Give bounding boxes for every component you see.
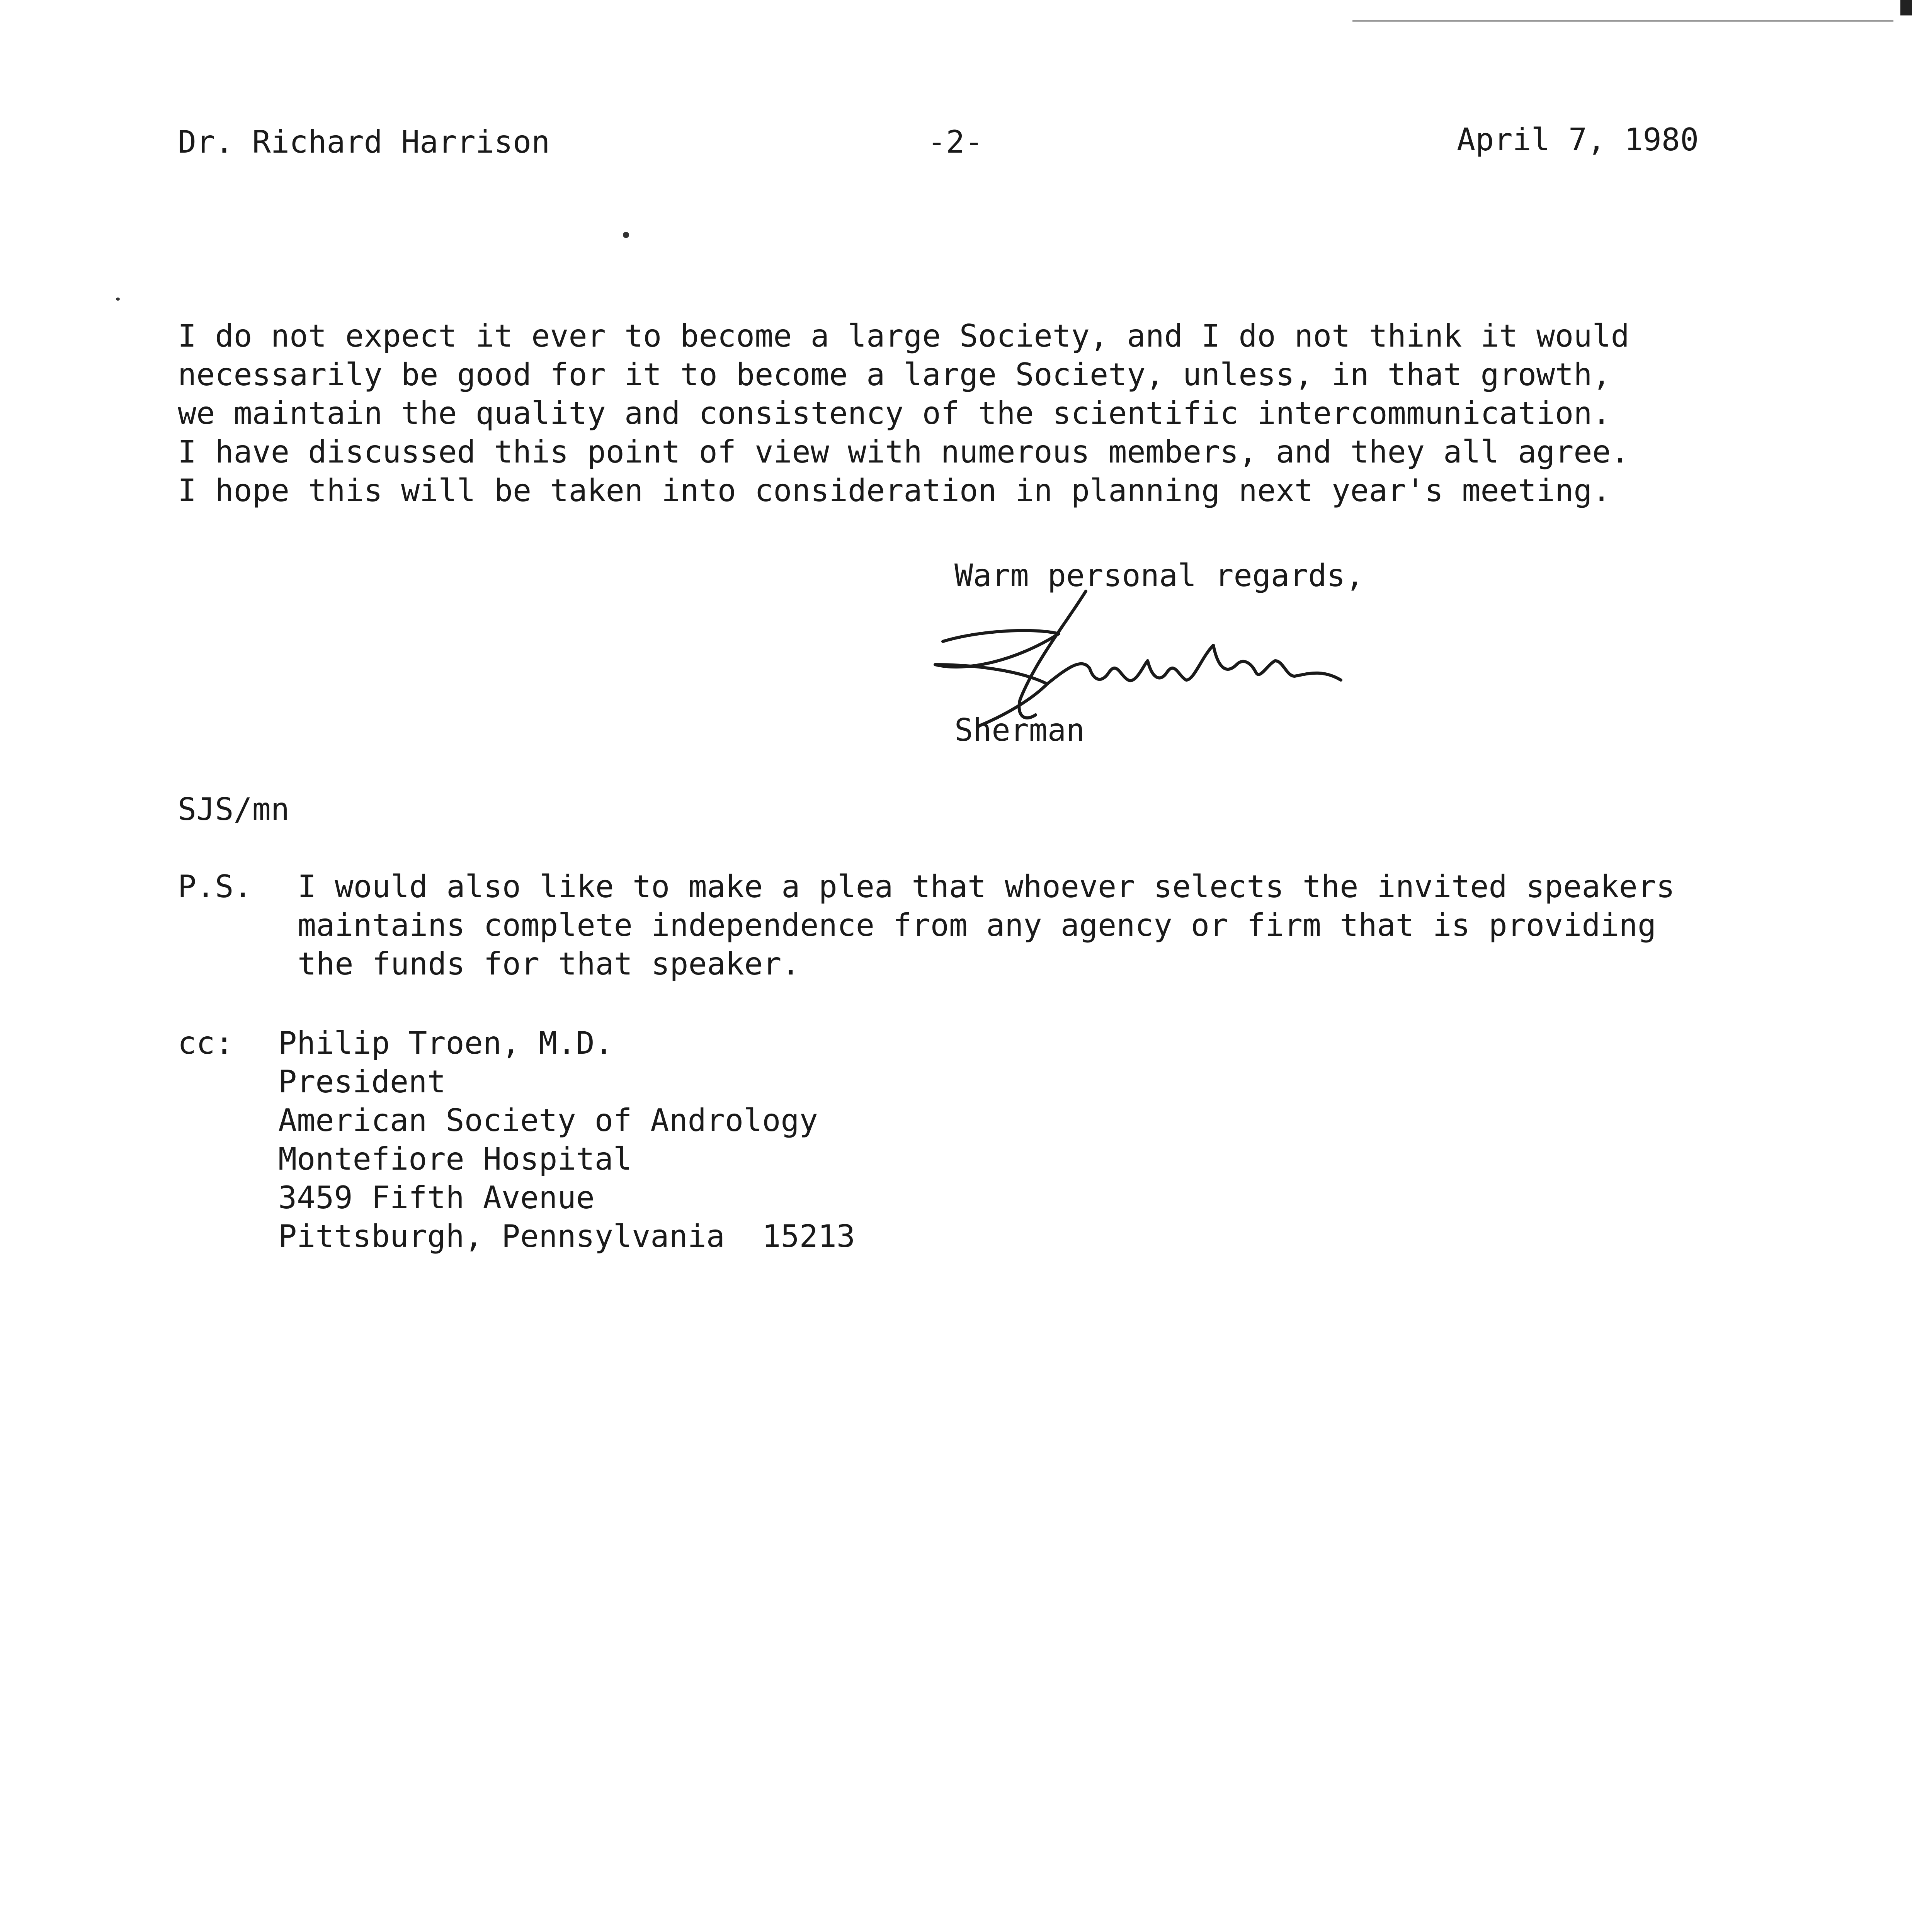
scan-speck	[623, 232, 629, 238]
scan-speck	[116, 298, 120, 301]
header-page-number: -2-	[927, 124, 983, 160]
header-date: April 7, 1980	[1457, 122, 1699, 158]
cc-line: 3459 Fifth Avenue	[278, 1180, 595, 1216]
cc-line: Pittsburgh, Pennsylvania 15213	[278, 1218, 856, 1254]
header-recipient: Dr. Richard Harrison	[178, 124, 550, 160]
body-line: I do not expect it ever to become a large Society, and I do not think it would	[178, 318, 1630, 354]
cc-line: Montefiore Hospital	[278, 1141, 632, 1177]
postscript-label: P.S.	[178, 869, 252, 905]
postscript-line: maintains complete independence from any agency or firm that is providing	[298, 907, 1656, 943]
typist-initials: SJS/mn	[178, 791, 289, 827]
scan-corner-mark	[1900, 0, 1912, 15]
body-line: I have discussed this point of view with numerous members, and they all agree.	[178, 434, 1630, 470]
cc-line: American Society of Andrology	[278, 1102, 818, 1138]
typed-signer-name: Sherman	[954, 712, 1085, 748]
scan-edge-rule	[1352, 20, 1893, 22]
cc-line: Philip Troen, M.D.	[278, 1025, 613, 1061]
closing-salutation: Warm personal regards,	[954, 558, 1364, 594]
body-line: necessarily be good for it to become a large Society, unless, in that growth,	[178, 357, 1611, 393]
body-line: we maintain the quality and consistency of the scientific intercommunication.	[178, 395, 1611, 431]
cc-line: President	[278, 1064, 446, 1100]
body-line: I hope this will be taken into consideration in planning next year's meeting.	[178, 473, 1611, 509]
postscript-line: I would also like to make a plea that whoever selects the invited speakers	[298, 869, 1675, 905]
postscript-line: the funds for that speaker.	[298, 946, 800, 982]
cc-label: cc:	[178, 1025, 234, 1061]
